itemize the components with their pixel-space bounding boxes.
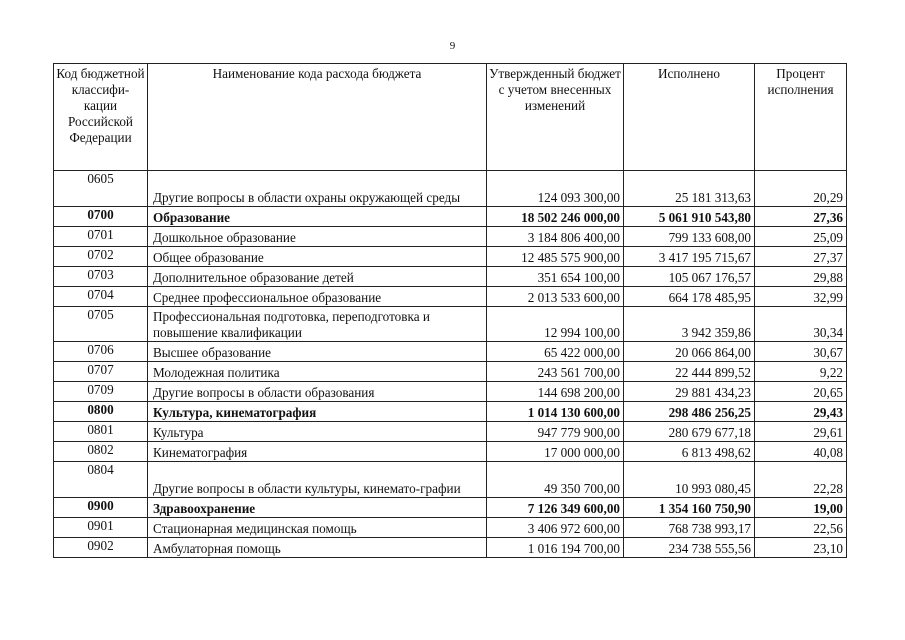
row-percent: 30,34	[755, 307, 847, 342]
budget-table	[53, 63, 847, 558]
row-percent: 32,99	[755, 287, 847, 307]
row-executed: 105 067 176,57	[624, 267, 755, 287]
row-executed: 3 417 195 715,67	[624, 247, 755, 267]
row-percent: 22,56	[755, 518, 847, 538]
row-code: 0802	[54, 442, 148, 462]
row-code: 0709	[54, 382, 148, 402]
row-executed: 22 444 899,52	[624, 362, 755, 382]
row-approved: 49 350 700,00	[487, 462, 624, 498]
table-row	[54, 442, 847, 462]
row-percent: 25,09	[755, 227, 847, 247]
row-name: Другие вопросы в области охраны окружающей среды	[148, 171, 487, 207]
row-name: Общее образование	[148, 247, 487, 267]
row-approved: 12 485 575 900,00	[487, 247, 624, 267]
header-executed: Исполнено	[624, 64, 755, 171]
row-approved: 3 406 972 600,00	[487, 518, 624, 538]
row-executed: 280 679 677,18	[624, 422, 755, 442]
row-code: 0902	[54, 538, 148, 558]
row-executed: 1 354 160 750,90	[624, 498, 755, 518]
row-executed: 25 181 313,63	[624, 171, 755, 207]
row-executed: 20 066 864,00	[624, 342, 755, 362]
row-percent: 29,88	[755, 267, 847, 287]
table-row	[54, 171, 847, 207]
row-code: 0605	[54, 171, 148, 207]
table-row	[54, 538, 847, 558]
row-executed: 6 813 498,62	[624, 442, 755, 462]
header-row	[54, 64, 847, 171]
row-approved: 1 016 194 700,00	[487, 538, 624, 558]
row-name: Стационарная медицинская помощь	[148, 518, 487, 538]
row-executed: 29 881 434,23	[624, 382, 755, 402]
table-row	[54, 342, 847, 362]
row-code: 0705	[54, 307, 148, 342]
row-name: Дополнительное образование детей	[148, 267, 487, 287]
row-percent: 29,43	[755, 402, 847, 422]
row-percent: 29,61	[755, 422, 847, 442]
table-row	[54, 307, 847, 342]
row-approved: 7 126 349 600,00	[487, 498, 624, 518]
row-code: 0703	[54, 267, 148, 287]
row-name: Образование	[148, 207, 487, 227]
row-code: 0706	[54, 342, 148, 362]
table-row	[54, 207, 847, 227]
row-executed: 664 178 485,95	[624, 287, 755, 307]
row-approved: 2 013 533 600,00	[487, 287, 624, 307]
table-row	[54, 362, 847, 382]
row-executed: 5 061 910 543,80	[624, 207, 755, 227]
row-code: 0804	[54, 462, 148, 498]
table-row	[54, 247, 847, 267]
header-approved: Утвержденный бюджет с учетом внесенных изменений	[487, 64, 624, 171]
row-code: 0800	[54, 402, 148, 422]
row-name: Высшее образование	[148, 342, 487, 362]
row-approved: 18 502 246 000,00	[487, 207, 624, 227]
row-approved: 124 093 300,00	[487, 171, 624, 207]
row-code: 0801	[54, 422, 148, 442]
row-code: 0901	[54, 518, 148, 538]
row-name: Кинематография	[148, 442, 487, 462]
row-executed: 799 133 608,00	[624, 227, 755, 247]
row-name: Культура	[148, 422, 487, 442]
row-percent: 27,37	[755, 247, 847, 267]
table-row	[54, 462, 847, 498]
row-name: Профессиональная подготовка, переподготовка и повышение квалификации	[148, 307, 487, 342]
row-approved: 3 184 806 400,00	[487, 227, 624, 247]
header-name: Наименование кода расхода бюджета	[148, 64, 487, 171]
row-code: 0702	[54, 247, 148, 267]
row-executed: 298 486 256,25	[624, 402, 755, 422]
row-name: Другие вопросы в области образования	[148, 382, 487, 402]
header-code: Код бюджетной классифи-кации Российской Федерации	[54, 64, 148, 171]
row-approved: 1 014 130 600,00	[487, 402, 624, 422]
row-percent: 23,10	[755, 538, 847, 558]
table-row	[54, 267, 847, 287]
row-approved: 351 654 100,00	[487, 267, 624, 287]
row-code: 0900	[54, 498, 148, 518]
row-approved: 144 698 200,00	[487, 382, 624, 402]
row-approved: 65 422 000,00	[487, 342, 624, 362]
row-percent: 40,08	[755, 442, 847, 462]
header-percent: Процент исполнения	[755, 64, 847, 171]
row-name: Амбулаторная помощь	[148, 538, 487, 558]
row-name: Здравоохранение	[148, 498, 487, 518]
row-code: 0701	[54, 227, 148, 247]
table-row	[54, 498, 847, 518]
row-approved: 12 994 100,00	[487, 307, 624, 342]
row-executed: 3 942 359,86	[624, 307, 755, 342]
row-percent: 20,29	[755, 171, 847, 207]
row-code: 0707	[54, 362, 148, 382]
page-number: 9	[449, 40, 456, 52]
table-row	[54, 227, 847, 247]
table-row	[54, 287, 847, 307]
table-row	[54, 518, 847, 538]
row-name: Культура, кинематография	[148, 402, 487, 422]
row-name: Молодежная политика	[148, 362, 487, 382]
table-row	[54, 422, 847, 442]
table-row	[54, 382, 847, 402]
row-percent: 30,67	[755, 342, 847, 362]
row-code: 0700	[54, 207, 148, 227]
row-code: 0704	[54, 287, 148, 307]
row-name: Среднее профессиональное образование	[148, 287, 487, 307]
row-approved: 17 000 000,00	[487, 442, 624, 462]
row-executed: 768 738 993,17	[624, 518, 755, 538]
row-approved: 947 779 900,00	[487, 422, 624, 442]
row-executed: 234 738 555,56	[624, 538, 755, 558]
row-percent: 20,65	[755, 382, 847, 402]
row-name: Другие вопросы в области культуры, кинемато-графии	[148, 462, 487, 498]
row-percent: 9,22	[755, 362, 847, 382]
row-percent: 27,36	[755, 207, 847, 227]
row-executed: 10 993 080,45	[624, 462, 755, 498]
table-row	[54, 402, 847, 422]
row-percent: 22,28	[755, 462, 847, 498]
row-name: Дошкольное образование	[148, 227, 487, 247]
row-percent: 19,00	[755, 498, 847, 518]
row-approved: 243 561 700,00	[487, 362, 624, 382]
